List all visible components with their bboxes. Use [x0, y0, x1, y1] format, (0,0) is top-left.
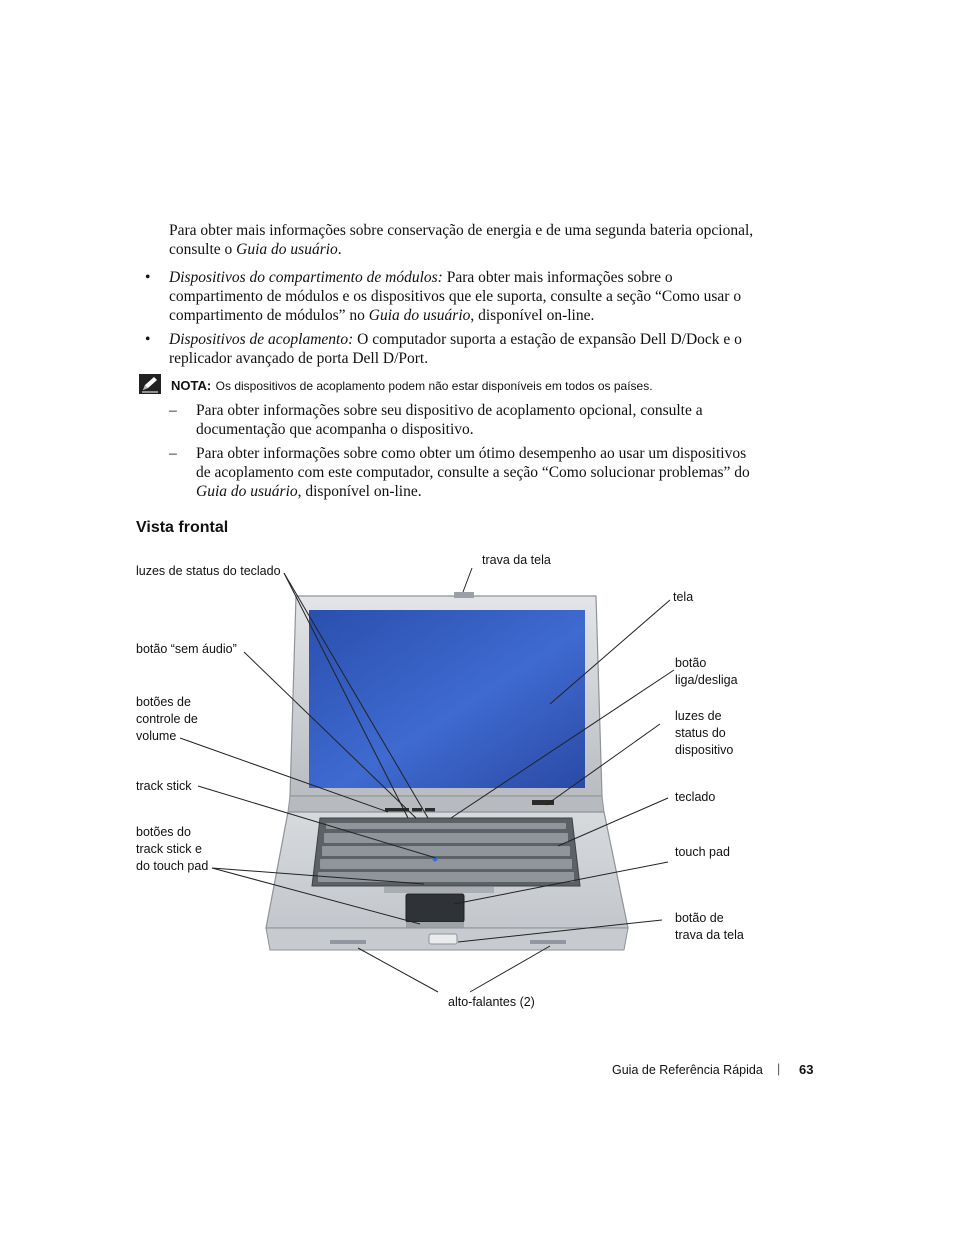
- front-edge: [266, 928, 628, 950]
- note-label: NOTA:: [171, 378, 212, 393]
- callout-track-stick-touchpad-buttons: botões do track stick e do touch pad: [136, 825, 209, 873]
- pencil-note-icon: [139, 374, 161, 399]
- bullet-symbol: •: [145, 269, 151, 286]
- dash-line-3: Guia do usuário, disponível on-line.: [196, 483, 422, 500]
- callout-keyboard-status-lights: luzes de status do teclado: [136, 564, 281, 578]
- dash-line-1: Para obter informações sobre seu dispositivo de acoplamento opcional, consulte a: [196, 402, 703, 419]
- callout-display-latch: trava da tela: [482, 553, 551, 567]
- bullet-line-1: Dispositivos de acoplamento: O computador suporta a estação de expansão Dell D/Dock e o: [169, 331, 742, 348]
- device-status-lights: [532, 800, 554, 805]
- intro-line-2: consulte o Guia do usuário.: [169, 241, 342, 258]
- note: [171, 377, 791, 395]
- note-text: Os dispositivos de acoplamento podem não estar disponíveis em todos os países.: [215, 379, 653, 393]
- callout-volume-buttons: botões de controle de volume: [136, 695, 198, 743]
- bullet-line-3: compartimento de módulos” no Guia do usuário, disponível on-line.: [169, 307, 595, 324]
- display-screen: [309, 610, 585, 788]
- dash-symbol: –: [169, 445, 177, 462]
- track-stick-buttons: [384, 887, 494, 893]
- bullet-line-1: Dispositivos do compartimento de módulos: Para obter mais informações sobre o: [169, 269, 673, 286]
- bullet-line-2: replicador avançado de porta Dell D/Port.: [169, 350, 429, 367]
- page-number: 63: [799, 1062, 814, 1077]
- callout-track-stick: track stick: [136, 779, 192, 793]
- callout-touch-pad: touch pad: [675, 845, 730, 859]
- callout-keyboard: teclado: [675, 790, 716, 804]
- display-latch-button: [429, 934, 457, 944]
- laptop-front-view-diagram: [120, 560, 840, 1030]
- callout-speakers: alto-falantes (2): [448, 995, 535, 1009]
- callout-display-latch-button: botão de trava da tela: [675, 911, 744, 942]
- section-heading: Vista frontal: [136, 519, 229, 536]
- bullet-line-2: compartimento de módulos e os dispositivos que ele suporta, consulte a seção “Como usar o: [169, 288, 742, 305]
- hinge-strip: [288, 796, 604, 813]
- footer-title: Guia de Referência Rápida: [612, 1063, 763, 1077]
- callout-device-status-lights: luzes de status do dispositivo: [675, 709, 734, 757]
- dash-symbol: –: [169, 402, 177, 419]
- speaker-right: [530, 940, 566, 944]
- callout-mute-button: botão “sem áudio”: [136, 642, 237, 656]
- intro-line-1: Para obter mais informações sobre conservação de energia e de uma segunda bateria opcional,: [169, 222, 754, 239]
- callout-display: tela: [673, 590, 694, 604]
- callout-power-button: botão liga/desliga: [675, 656, 738, 687]
- laptop-base: [266, 812, 628, 928]
- dash-line-2: documentação que acompanha o dispositivo.: [196, 421, 474, 438]
- touch-pad: [406, 894, 464, 922]
- speaker-left: [330, 940, 366, 944]
- bullet-symbol: •: [145, 331, 151, 348]
- display-latch: [454, 592, 474, 598]
- dash-line-2: de acoplamento com este computador, consulte a seção “Como solucionar problemas” do: [196, 464, 750, 481]
- dash-line-1: Para obter informações sobre como obter um ótimo desempenho ao usar um dispositivos: [196, 445, 747, 462]
- footer-separator: |: [777, 1062, 781, 1076]
- intro-paragraph: [169, 221, 759, 259]
